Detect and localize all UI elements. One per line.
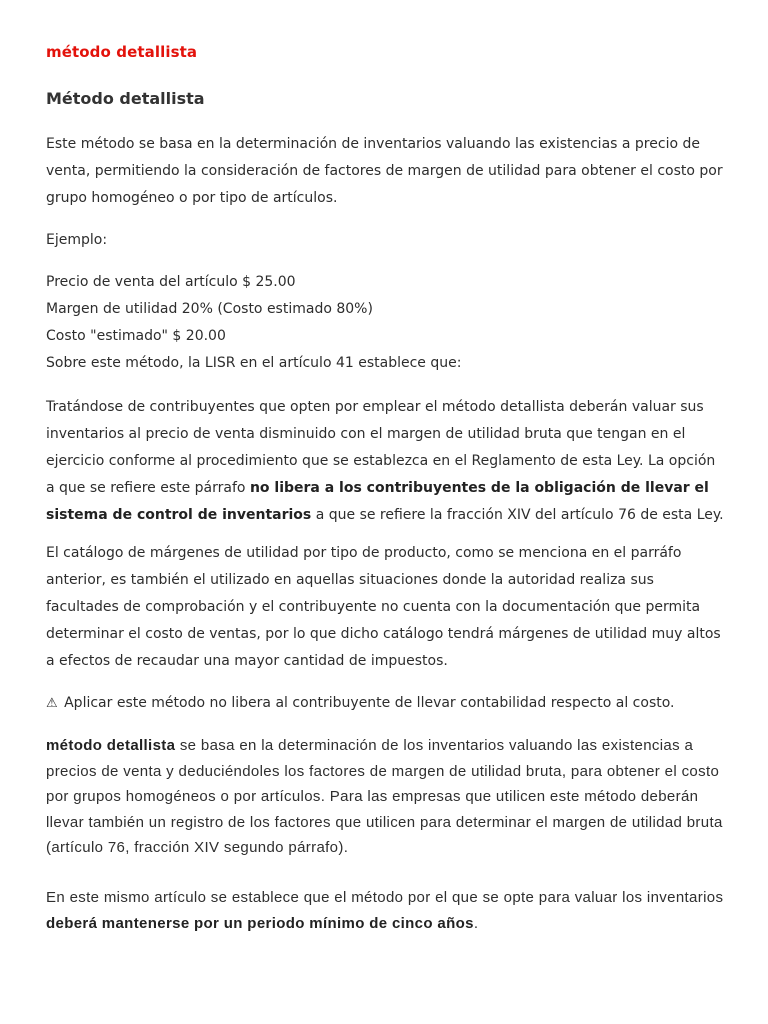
catalog-paragraph xyxy=(46,540,726,675)
page-heading: Método detallista xyxy=(46,89,205,108)
example-block xyxy=(46,269,726,377)
law-text-after: a que se refiere la fracción XIV del artículo 76 de esta Ley. xyxy=(311,507,724,523)
period-text-bold: deberá mantenerse por un periodo mínimo de cinco años xyxy=(46,914,474,932)
period-paragraph xyxy=(46,885,726,936)
catalog-text: El catálogo de márgenes de utilidad por tipo de producto, como se menciona en el parráfo anterior, es también el utilizado en aquellas situaciones donde la autoridad realiza sus facultades de comprobación y el contribuyente no cuenta con la documentación que permita determinar el costo de ventas, por lo que dicho catálogo tendrá márgenes de utilidad muy altos a efectos de recaudar una mayor cantidad de impuestos. xyxy=(46,545,721,669)
law-text-before: Tratándose de contribuyentes que opten por emplear el método detallista deberán valuar sus inventarios al precio de venta disminuido con el margen de utilidad bruta que tengan en el ejercicio conforme al procedimiento que se establezca en el Reglamento de esta Ley. La opción a que se refiere este párrafo xyxy=(46,399,716,496)
definition-paragraph xyxy=(46,733,726,861)
top-title: método detallista xyxy=(46,43,198,61)
example-label-text: Ejemplo: xyxy=(46,232,108,248)
law-text-bold: no libera a los contribuyentes de la obligación de llevar el sistema de control de inventarios xyxy=(46,480,709,523)
example-line: Sobre este método, la LISR en el artículo 41 establece que: xyxy=(46,355,462,371)
example-label xyxy=(46,227,726,254)
period-text-after: . xyxy=(473,914,479,932)
intro-paragraph xyxy=(46,131,726,212)
example-line: Margen de utilidad 20% (Costo estimado 80%) xyxy=(46,301,373,317)
law-text xyxy=(46,394,726,529)
warning-icon: ⚠ xyxy=(46,696,58,711)
definition-term: método detallista xyxy=(46,737,176,754)
law-paragraph xyxy=(46,394,726,529)
period-text-before: En este mismo artículo se establece que el método por el que se opte para valuar los inventarios xyxy=(46,889,724,906)
warning-text: Aplicar este método no libera al contribuyente de llevar contabilidad respecto al costo. xyxy=(64,695,675,711)
example-line: Costo "estimado" $ 20.00 xyxy=(46,328,226,344)
intro-text: Este método se basa en la determinación de inventarios valuando las existencias a precio de venta, permitiendo la consideración de factores de margen de utilidad para obtener el costo por grupo homogéneo o por tipo de artículos. xyxy=(46,136,723,206)
warning-note xyxy=(46,690,726,717)
definition-text: se basa en la determinación de los inventarios valuando las existencias a precios de venta y deduciéndoles los factores de margen de utilidad bruta, para obtener el costo por grupos homogéneos o por artículos. Para las empresas que utilicen este método deberán llevar también un registro de los factores que utilicen para determinar el margen de utilidad bruta (artículo 76, fracción XIV segundo párrafo). xyxy=(46,737,723,856)
example-line: Precio de venta del artículo $ 25.00 xyxy=(46,274,296,290)
